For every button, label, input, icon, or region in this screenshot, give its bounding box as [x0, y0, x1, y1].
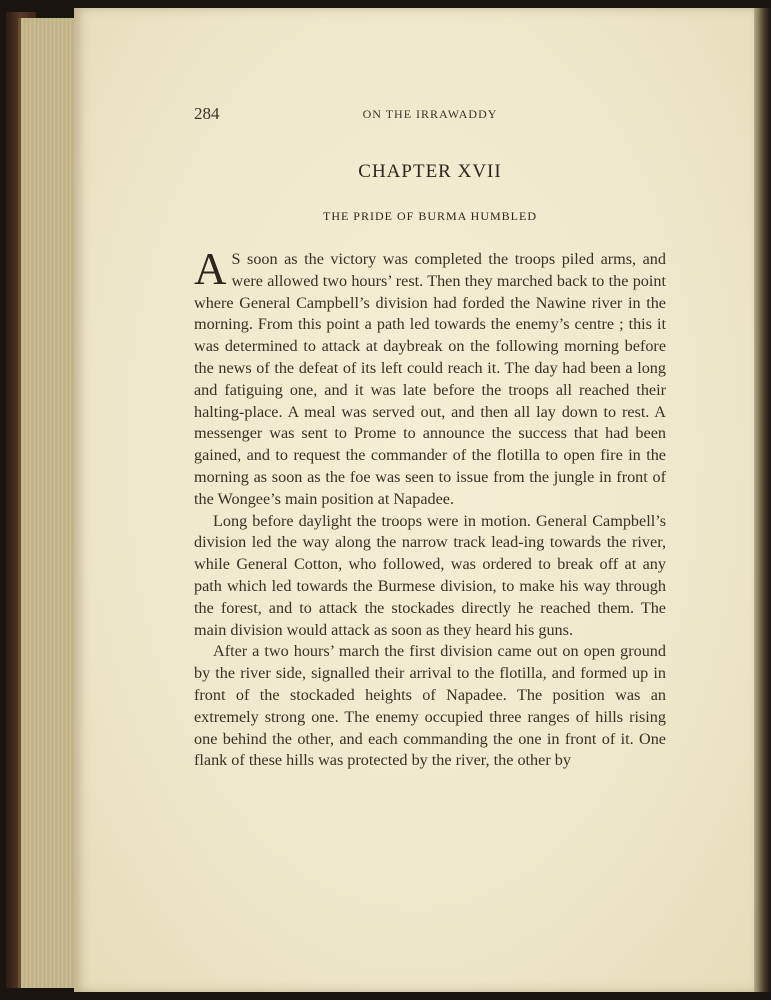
body-text — [194, 244, 666, 772]
chapter-title: CHAPTER XVII — [358, 161, 502, 182]
running-head: ON THE IRRAWADDY — [362, 107, 498, 121]
chapter-subtitle: THE PRIDE OF BURMA HUMBLED — [322, 209, 537, 223]
page-header — [194, 104, 666, 126]
drop-cap: A — [194, 244, 227, 294]
paragraph-1-text: S soon as the victory was completed the troops piled arms, and were allowed two hours’ rest. Then they marched back to the point where General Campbell’s division had forded the Nawine river in the morning. From this point a path led towards the enemy’s centre ; this it was determined to attack at daybreak on the following morning before the news of the defeat of its left could reach it. The day had been a long and fatiguing one, and it was late before the troops all reached their halting-place. A meal was served out, and then all lay down to rest. A messenger was sent to Prome to announce the success that had been gained, and to request the commander of the flotilla to open fire in the morning as soon as the foe was seen to issue from the jungle in front of the Wongee’s main position at Napadee. — [194, 250, 666, 508]
paragraph-1 — [194, 244, 666, 511]
page-gutter-shadow — [754, 8, 771, 992]
paragraph-2: Long before daylight the troops were in motion. General Campbell’s division led the way along the narrow track lead-ing towards the river, while General Cotton, who followed, was ordered to break off at any path which led towards the Burmese division, to make his way through the forest, and to attack the stockades directly he reached them. The main division would attack as soon as they heard his guns. — [194, 511, 666, 639]
paragraph-3: After a two hours’ march the first division came out on open ground by the river side, signalled their arrival to the flotilla, and formed up in front of the stockaded heights of Napadee. The position was an extremely strong one. The enemy occupied three ranges of hills rising one behind the other, and each commanding the one in front of it. One flank of these hills was protected by the river, the other by — [194, 642, 666, 770]
page-number: 284 — [194, 104, 220, 123]
page-edges — [18, 18, 81, 988]
